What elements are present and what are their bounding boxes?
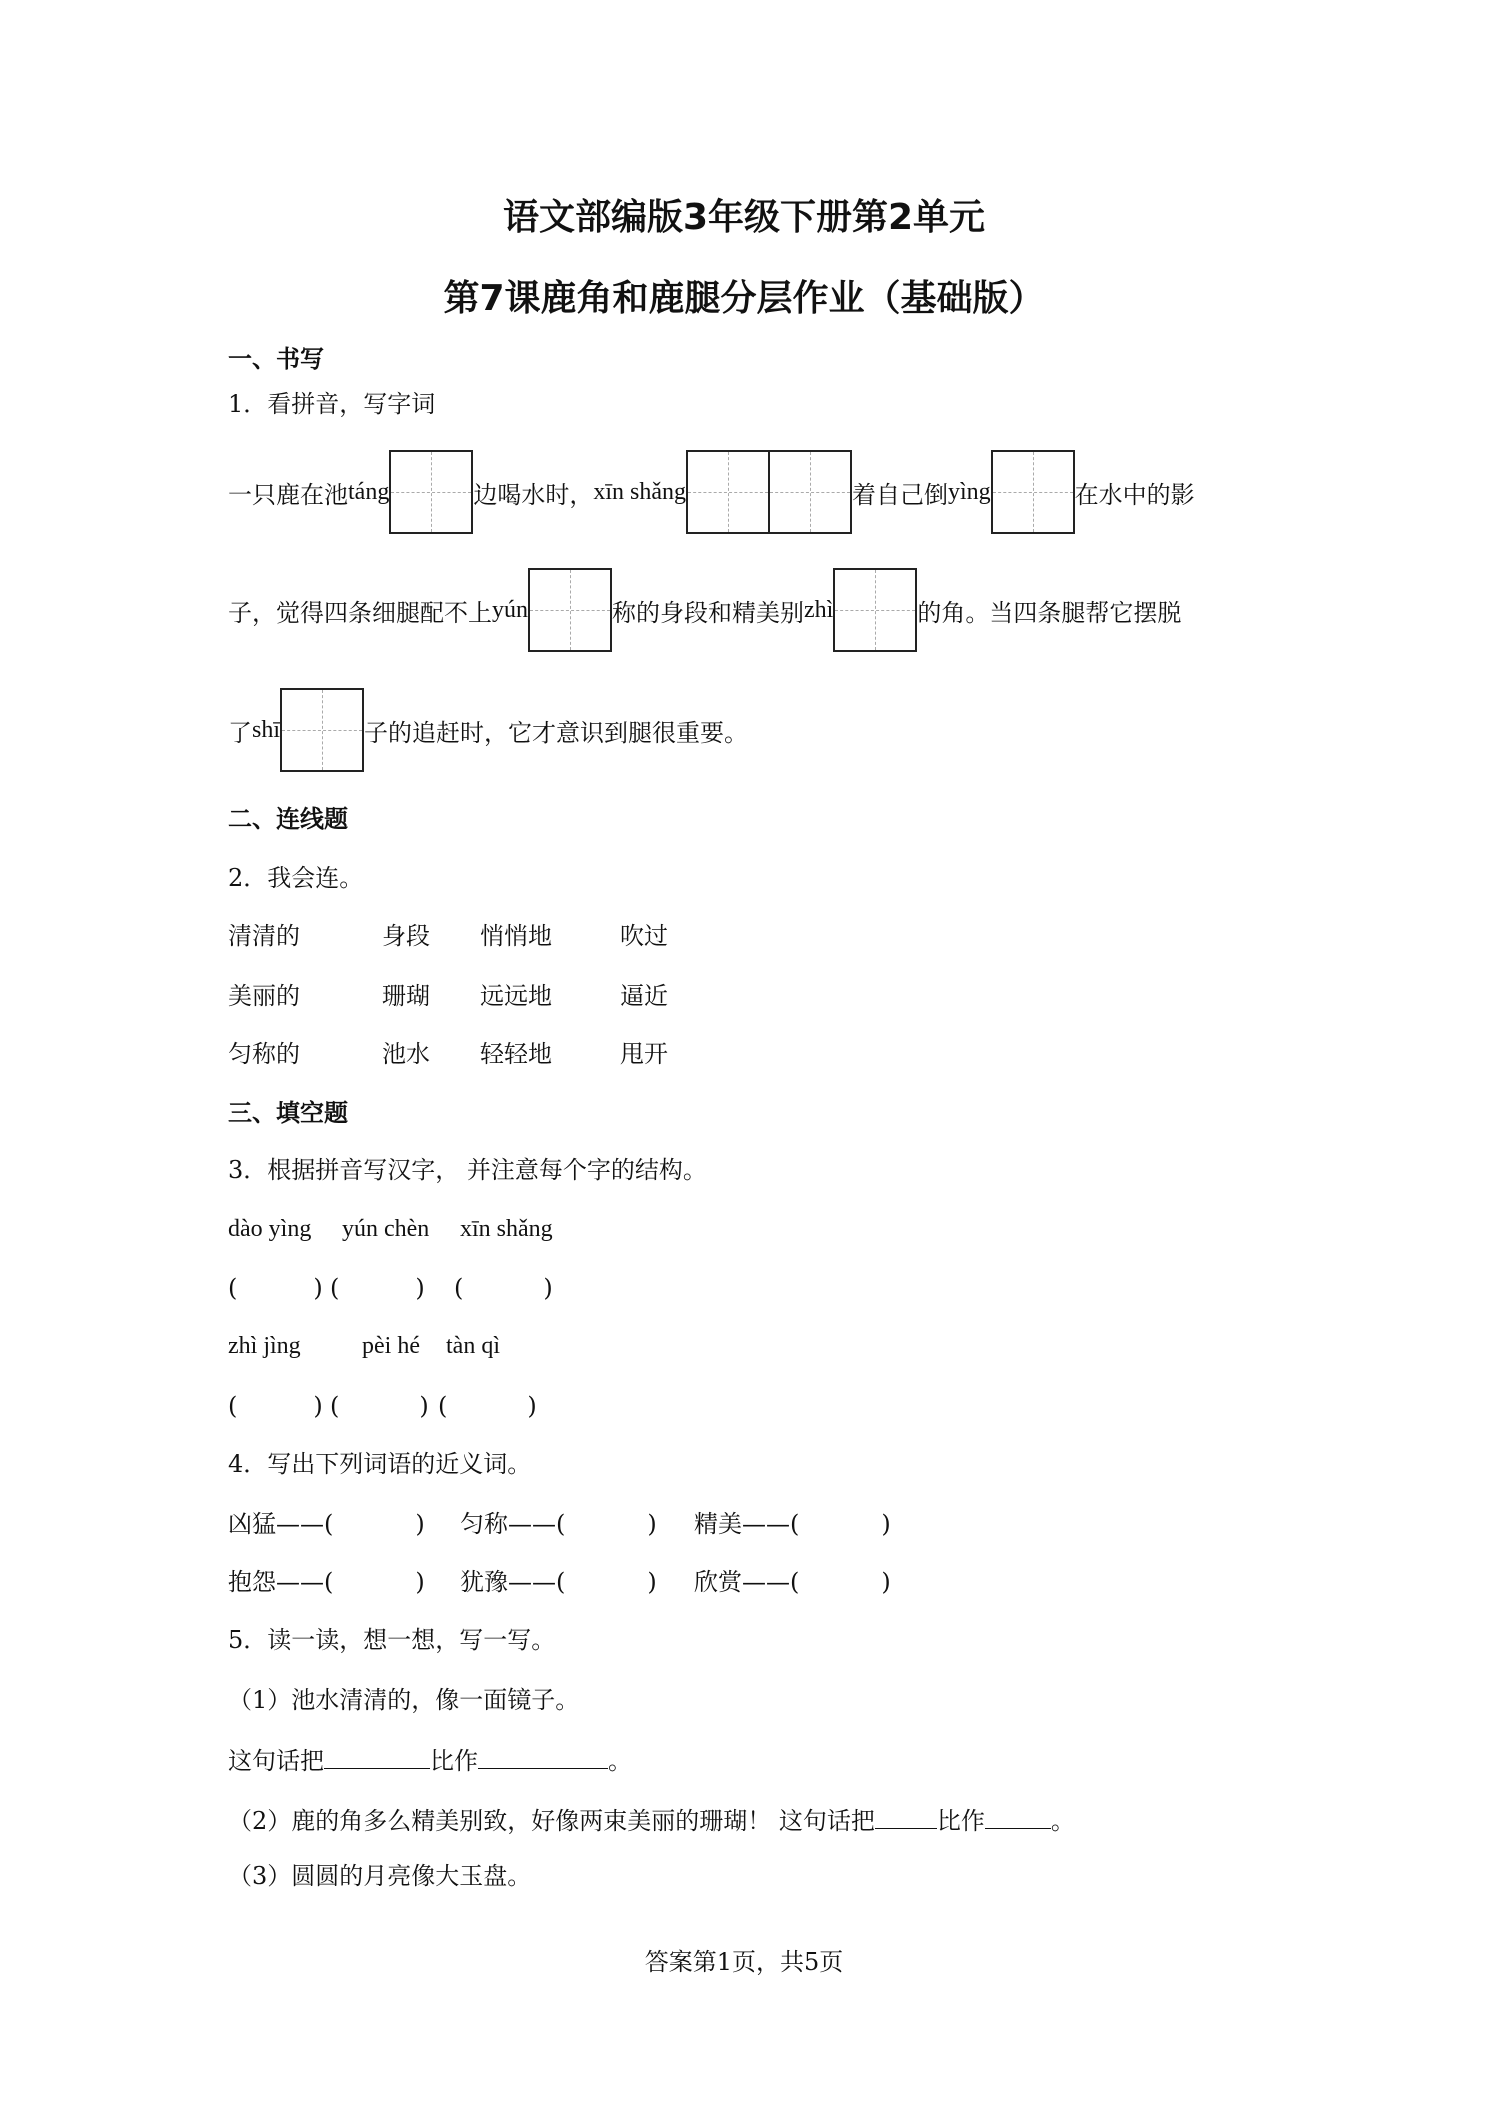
match-item[interactable]: 身段: [382, 922, 430, 950]
title-line-2: 第7课鹿角和鹿腿分层作业（基础版）: [443, 278, 1045, 319]
q1-row-1: [228, 448, 1195, 536]
q1-row1-text-3: 着自己倒: [852, 480, 948, 509]
q3-pinyin: xīn shǎng: [460, 1216, 553, 1242]
q1-row1-pinyin-1: táng: [348, 478, 390, 505]
title-line-1: 语文部编版3年级下册第2单元: [502, 197, 986, 238]
q1-row-2: [228, 566, 1181, 654]
match-item[interactable]: 远远地: [480, 982, 552, 1010]
q1-row1-pinyin-2: xīn shǎng: [593, 478, 686, 505]
q1-row3-text-1: 了: [228, 718, 252, 747]
answer-blank[interactable]: [478, 1742, 608, 1769]
tianzige-box[interactable]: [389, 450, 473, 534]
q1-row1-pinyin-3: yìng: [948, 478, 991, 505]
q1-row-3: [228, 686, 748, 774]
q3-answer-paren[interactable]: ( ): [438, 1392, 537, 1420]
q1-row2-text-2: 称的身段和精美别: [612, 598, 804, 627]
section-heading-matching: 二、连线题: [228, 805, 348, 833]
q2-prompt: 2．我会连。: [228, 864, 364, 892]
q3-prompt: 3．根据拼音写汉字， 并注意每个字的结构。: [228, 1156, 707, 1184]
match-item[interactable]: 甩开: [620, 1040, 668, 1068]
q5-sentence-1: （1）池水清清的，像一面镜子。: [228, 1686, 580, 1714]
q1-row1-text-2: 边喝水时，: [473, 480, 594, 509]
q4-prompt: 4．写出下列词语的近义词。: [228, 1450, 532, 1478]
q4-synonym-item[interactable]: 欣赏——( ): [694, 1568, 891, 1596]
tianzige-box[interactable]: [280, 688, 364, 772]
q3-pinyin: tàn qì: [446, 1333, 500, 1359]
match-item[interactable]: 吹过: [620, 922, 668, 950]
q3-pinyin: zhì jìng: [228, 1333, 301, 1359]
tianzige-box[interactable]: [991, 450, 1075, 534]
q3-pinyin: pèi hé: [362, 1333, 420, 1359]
section-heading-writing: 一、书写: [228, 345, 324, 373]
q5-sentence-3: （3）圆圆的月亮像大玉盘。: [228, 1862, 532, 1890]
q4-synonym-item[interactable]: 凶猛——( ): [228, 1510, 425, 1538]
q1-prompt: 1．看拼音，写字词: [228, 390, 436, 418]
tianzige-box[interactable]: [833, 568, 917, 652]
q5-sentence-2: （2）鹿的角多么精美别致，好像两束美丽的珊瑚！ 这句话把 比作 。: [228, 1802, 1075, 1837]
q4-synonym-item[interactable]: 精美——( ): [694, 1510, 891, 1538]
section-heading-fill-in: 三、填空题: [228, 1099, 348, 1127]
q4-synonym-item[interactable]: 犹豫——( ): [460, 1568, 657, 1596]
answer-blank[interactable]: [324, 1742, 430, 1769]
q1-row2-pinyin-1: yún: [492, 596, 528, 623]
tianzige-box[interactable]: [528, 568, 612, 652]
match-item[interactable]: 池水: [382, 1040, 430, 1068]
q5-prompt: 5．读一读，想一想，写一写。: [228, 1626, 556, 1654]
q3-pinyin: yún chèn: [342, 1216, 430, 1242]
q1-row3-pinyin-1: shī: [252, 716, 281, 743]
q1-row2-text-1: 子，觉得四条细腿配不上: [228, 598, 492, 627]
match-item[interactable]: 珊瑚: [382, 982, 430, 1010]
tianzige-box[interactable]: [686, 450, 770, 534]
match-item[interactable]: 悄悄地: [480, 922, 552, 950]
q3-answer-paren[interactable]: ( ): [330, 1392, 429, 1420]
answer-blank[interactable]: [875, 1802, 937, 1829]
match-item[interactable]: 逼近: [620, 982, 668, 1010]
match-item[interactable]: 匀称的: [228, 1040, 300, 1068]
tianzige-box[interactable]: [770, 450, 852, 534]
match-item[interactable]: 美丽的: [228, 982, 300, 1010]
q1-row2-pinyin-2: zhì: [804, 596, 834, 623]
q3-answer-paren[interactable]: ( ): [330, 1274, 425, 1302]
q1-row3-text-2: 子的追赶时，它才意识到腿很重要。: [364, 718, 749, 747]
answer-blank[interactable]: [985, 1802, 1051, 1829]
q3-answer-paren[interactable]: ( ): [228, 1274, 323, 1302]
page-footer: 答案第1页，共5页: [644, 1948, 844, 1976]
match-item[interactable]: 轻轻地: [480, 1040, 552, 1068]
q3-pinyin: dào yìng: [228, 1216, 312, 1242]
q1-row1-text-4: 在水中的影: [1074, 480, 1195, 509]
q3-answer-paren[interactable]: ( ): [228, 1392, 323, 1420]
q5-fill-line-1: 这句话把 比作 。: [228, 1742, 632, 1777]
q1-row1-text-1: 一只鹿在池: [228, 480, 348, 509]
match-item[interactable]: 清清的: [228, 922, 300, 950]
q4-synonym-item[interactable]: 匀称——( ): [460, 1510, 657, 1538]
q3-answer-paren[interactable]: ( ): [454, 1274, 553, 1302]
q1-row2-text-3: 的角。当四条腿帮它摆脱: [917, 598, 1182, 627]
q4-synonym-item[interactable]: 抱怨——( ): [228, 1568, 425, 1596]
